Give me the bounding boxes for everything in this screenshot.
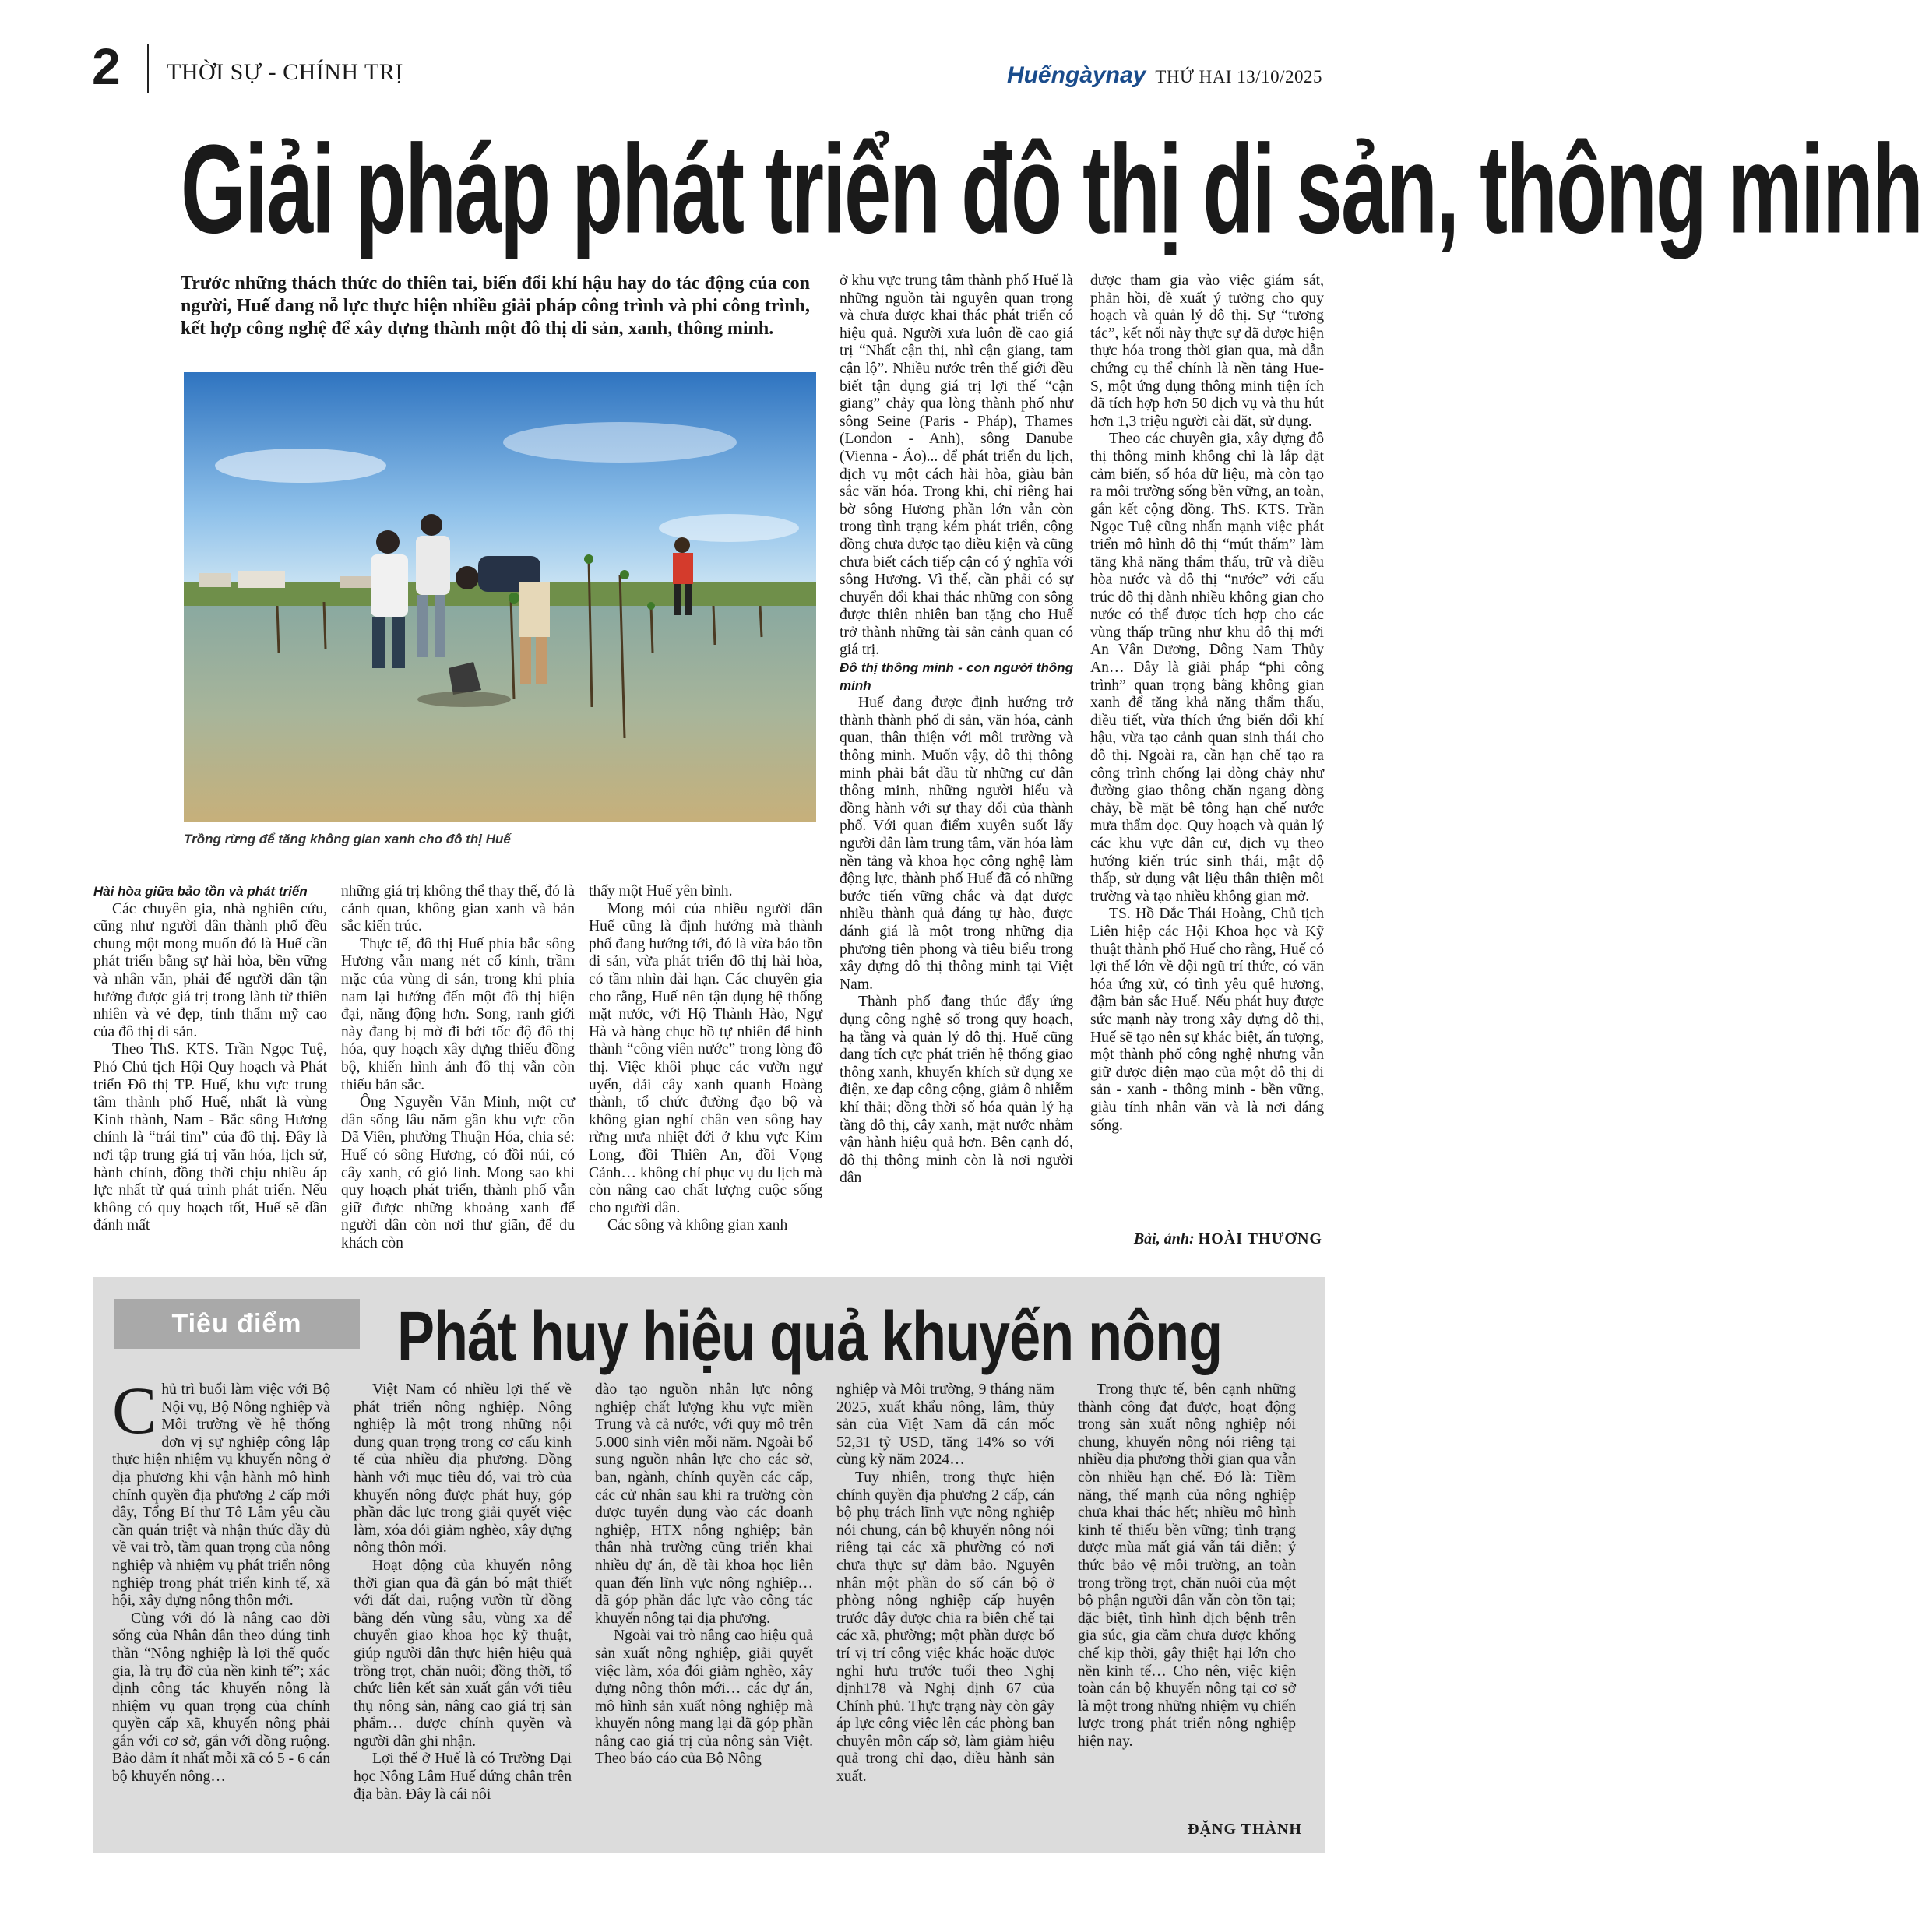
photo-caption: Trồng rừng để tăng không gian xanh cho đô thị Huế xyxy=(184,832,511,846)
article2-column-3 xyxy=(595,1381,813,1818)
article2-column-1 xyxy=(112,1373,330,1818)
issue-date: THỨ HAI 13/10/2025 xyxy=(1155,67,1322,86)
paragraph: Mong mỏi của nhiều người dân Huế cũng là định hướng mà thành phố đang hướng tới, đó là vừa bảo tồn di sản, vừa phát triển đô thị hài hòa, có tầm nhìn dài hạn. Các chuyên gia cho rằng, Huế nên tận dụng hệ thống mặt nước, với Hộ Thành Hào, Ngự Hà và hàng chục hồ tự nhiên để hình thành “công viên nước” trong lòng đô thị. Việc khôi phục các vườn ngự uyển, dải cây xanh quanh Hoàng thành, tổ chức đường đạo bộ và không gian nghỉ chân ven sông hay rừng mưa nhiệt đới ở khu vực Kim Long, đồi Thiên An, đồi Vọng Cảnh… không chỉ phục vụ du lịch mà còn nâng cao chất lượng cuộc sống cho người dân. xyxy=(589,900,822,1216)
paragraph: Theo các chuyên gia, xây dựng đô thị thông minh không chỉ là lắp đặt cảm biến, số hóa dữ liệu, mà còn tạo ra môi trường sống bền vững, an toàn, gắn kết cộng đồng. ThS. KTS. Trần Ngọc Tuệ cũng nhấn mạnh việc phát triển mô hình đô thị “mút thấm” làm tăng khả năng thẩm thấu, trữ và điều hòa nước và đô thị “nước” với cấu trúc đô thị dành nhiều không gian cho nước có thể được tích hợp cho các vùng thấp trũng như khu đô thị mới An Vân Dương, Đông Nam Thủy An… Đây là giải pháp “phi công trình” quan trọng bằng không gian xanh để tăng khả năng thẩm thấu, điều tiết, vừa thích ứng biến đổi khí hậu, vừa tạo cảnh quan sinh thái cho đô thị. Ngoài ra, cần hạn chế tạo ra công trình chống lại dòng chảy như đường giao thông chặn ngang dòng chảy, bề mặt bê tông hạn chế nước mưa thẩm dọc. Quy hoạch và quản lý các khu vực dân cư, dịch vụ theo hướng kiến trúc sinh thái, mật độ thấp, sử dụng vật liệu thân thiện môi trường và tạo nhiều không gian mở. xyxy=(1090,431,1324,905)
paragraph: Cùng với đó là nâng cao đời sống của Nhân dân theo đúng tinh thần “Nông nghiệp là lợi thế quốc gia, là trụ đỡ của nền kinh tế”; xác định công tác khuyến nông là nhiệm vụ quan trọng của chính quyền cấp xã, khuyến nông phải gắn với cơ sở, gắn với đồng ruộng. Bảo đảm ít nhất mỗi xã có 5 - 6 cán bộ khuyến nông… xyxy=(112,1610,330,1786)
article1-column-1 xyxy=(93,883,327,1272)
paragraph: được tham gia vào việc giám sát, phản hồi, đề xuất ý tưởng cho quy hoạch và quản lý đô thị. Sự “tương tác”, kết nối này thực sự đã được hiện thực hóa trong thời gian qua, mà dẫn chứng cụ thể chính là nền tảng Hue-S, một ứng dụng thông minh tiện ích đã tích hợp hơn 50 dịch vụ và thu hút hơn 1,3 triệu người cài đặt, sử dụng. xyxy=(1090,273,1324,430)
brand-logo: Huếngàynay xyxy=(1006,62,1146,88)
focus-headline: Phát huy hiệu quả khuyến nông xyxy=(397,1298,1223,1376)
article2-column-4 xyxy=(836,1381,1054,1818)
paragraph: Việt Nam có nhiều lợi thế về phát triển nông nghiệp. Nông nghiệp là một trong những nội dung quan trọng trong cơ cấu kinh tế của nhiều địa phương. Đồng hành với mục tiêu đó, vai trò của khuyến nông được phát huy, góp phần đắc lực trong giải quyết việc làm, xóa đói giảm nghèo, xây dựng nông thôn mới. xyxy=(354,1381,572,1557)
paragraph: Các sông và không gian xanh xyxy=(607,1217,788,1234)
paragraph: Hoạt động của khuyến nông thời gian qua đã gắn bó mật thiết với đất đai, ruộng vườn từ đồng bằng đến vùng sâu, vùng xa để chuyển giao khoa học kỹ thuật, giúp người dân thực hiện hiệu quả trồng trọt, chăn nuôi; đồng thời, tổ chức liên kết sản xuất gắn với tiêu thụ nông sản, nâng cao giá trị sản phẩm… được chính quyền và người dân ghi nhận. xyxy=(354,1557,572,1750)
paragraph: Trong thực tế, bên cạnh những thành công đạt được, hoạt động trong sản xuất nông nghiệp nói chung, khuyến nông nói riêng tại nhiều địa phương thời gian qua vẫn còn nhiều hạn chế. Đó là: Tiềm năng, thế mạnh của nông nghiệp chưa khai thác hết; nhiều mô hình kinh tế thiếu bền vững; tình trạng được mùa mất giá vẫn tái diễn; ý thức bảo vệ môi trường, an toàn trong trồng trọt, chăn nuôi của một bộ phận người dân vẫn còn tồn tại; đặc biệt, tình hình dịch bệnh trên gia súc, gia cầm chưa được khống chế kịp thời, gây thiệt hại lớn cho nền kinh tế… Cho nên, việc kiện toàn cán bộ khuyến nông tại cơ sở là một trong những nhiệm vụ chiến lược trong phát triển nông nghiệp hiện nay. xyxy=(1078,1381,1296,1750)
paragraph: Các chuyên gia, nhà nghiên cứu, cũng như người dân thành phố đều chung một mong muốn đó là Huế cần phát triển bằng sự hài hòa, bền vững và nhân văn, phải để người dân tận hưởng được giá trị trong lành từ thiên nhiên và vẻ đẹp, tính thẩm mỹ cao của đô thị di sản. xyxy=(93,900,327,1040)
byline-author: HOÀI THƯƠNG xyxy=(1198,1230,1322,1248)
article-lead: Trước những thách thức do thiên tai, biến đổi khí hậu hay do tác động của con người, Huế đang nỗ lực thực hiện nhiều giải pháp công trình và phi công trình, kết hợp công nghệ để xây dựng thành một đô thị di sản, xanh, thông minh. xyxy=(181,273,810,339)
article1-column-5 xyxy=(1090,273,1324,1226)
article2-byline: ĐẶNG THÀNH xyxy=(1188,1821,1302,1838)
paragraph-text: hủ trì buổi làm việc với Bộ Nội vụ, Bộ Nông nghiệp và Môi trường về hệ thống đơn vị sự nghiệp công lập thực hiện nhiệm vụ khuyến nông ở địa phương khi vận hành mô hình chính quyền địa phương 2 cấp mới đây, Tổng Bí thư Tô Lâm yêu cầu cần quán triệt và nhận thức đầy đủ về vai trò, tầm quan trọng của nông nghiệp và nhiệm vụ phát triển nông nghiệp trong phát triển kinh tế, xã hội, xây dựng nông thôn mới. xyxy=(112,1381,330,1610)
paragraph: Ngoài vai trò nâng cao hiệu quả sản xuất nông nghiệp, giải quyết việc làm, xóa đói giảm nghèo, xây dựng nông thôn mới… các dự án, mô hình sản xuất nông nghiệp mà khuyến nông mang lại đã góp phần nâng cao giá trị của nông sản Việt. Theo báo cáo của Bộ Nông xyxy=(595,1628,813,1768)
byline-prefix: Bài, ảnh: xyxy=(1133,1230,1195,1248)
focus-tag: Tiêu điểm xyxy=(114,1299,360,1349)
article1-column-2 xyxy=(341,883,575,1272)
paragraph: những giá trị không thể thay thế, đó là cảnh quan, không gian xanh và bản sắc kiến trúc. xyxy=(341,883,575,935)
section-title: THỜI SỰ - CHÍNH TRỊ xyxy=(167,59,403,85)
drop-cap: C xyxy=(112,1373,157,1448)
paragraph: ở khu vực trung tâm thành phố Huế là những nguồn tài nguyên quan trọng và chưa được khai thác phát triển có hiệu quả. Người xưa luôn đề cao giá trị “Nhất cận thị, nhì cận giang, tam cận lộ”. Nhiều nước trên thế giới đều biết tận dụng giá trị lợi thế “cận giang” chảy qua lòng thành phố như sông Seine (Paris - Pháp), Thames (London - Anh), sông Danube (Vienna - Áo)... để phát triển du lịch, dịch vụ một cách hài hòa, giàu bản sắc văn hóa. Trong khi, chỉ riêng hai bờ sông Hương phần lớn vẫn còn trong tình trạng kém phát triển, cộng đồng chưa được tạo điều kiện và cũng chưa biết cách tiếp cận có ý nghĩa với sông Hương. Vì thế, cần phải có sự chuyển đổi khai thác những con sông được thiên nhiên ban tặng cho Huế trở thành những tài sản cảnh quan có giá trị. xyxy=(840,273,1073,659)
masthead xyxy=(1007,62,1322,89)
page-number: 2 xyxy=(92,37,121,95)
article1-column-3 xyxy=(589,883,822,1272)
mangrove-planting-photo xyxy=(184,372,816,822)
paragraph: nghiệp và Môi trường, 9 tháng năm 2025, xuất khẩu nông, lâm, thủy sản của Việt Nam đã cán mốc 52,31 tỷ USD, tăng 14% so với cùng kỳ năm 2024… xyxy=(836,1381,1054,1469)
article1-column-4 xyxy=(840,273,1073,1272)
subhead-balance: Hài hòa giữa bảo tồn và phát triển xyxy=(93,884,308,899)
paragraph: Huế đang được định hướng trở thành thành phố di sản, văn hóa, cảnh quan, thân thiện với môi trường và thông minh. Muốn vậy, đô thị thông minh phải bắt đầu từ những cư dân thông minh, những người hiểu và đồng hành với sự thay đổi của thành phố. Với quan điểm xuyên suốt lấy người dân làm trung tâm, văn hóa làm nền tảng và khoa học công nghệ làm động lực, thành phố Huế đã có những bước tiến vững chắc và đạt được nhiều thành quả đáng tự hào, được đánh giá là một trong những địa phương tiên phong và tiêu biểu trong xây dựng đô thị thông minh tại Việt Nam. xyxy=(840,695,1073,993)
paragraph: đào tạo nguồn nhân lực nông nghiệp chất lượng khu vực miền Trung và cả nước, với quy mô trên 5.000 sinh viên mỗi năm. Ngoài bổ sung nguồn nhân lực cho các sở, ban, ngành, chính quyền các cấp, các cử nhân sau khi ra trường còn được tuyển dụng vào các doanh nghiệp, HTX nông nghiệp; bản thân nhà trường cũng triển khai nhiều dự án, đề tài khoa học liên quan đến lĩnh vực nông nghiệp… đã góp phần đắc lực vào công tác khuyến nông tại địa phương. xyxy=(595,1381,813,1627)
paragraph: Ông Nguyễn Văn Minh, một cư dân sống lâu năm gần khu vực cồn Dã Viên, phường Thuận Hóa, chia sẻ: Huế có sông Hương, có đồi núi, có cây xanh, có giỏ linh. Mong sao khi quy hoạch phát triển, thành phố vẫn giữ được những khoảng xanh để người dân còn nơi thư giãn, để du khách còn xyxy=(341,1094,575,1251)
header-divider xyxy=(147,44,149,93)
subhead-smart-city: Đô thị thông minh - con người thông minh xyxy=(840,660,1073,693)
article1-byline xyxy=(1134,1230,1322,1248)
paragraph: thấy một Huế yên bình. xyxy=(589,883,733,899)
paragraph: Tuy nhiên, trong thực hiện chính quyền địa phương 2 cấp, cán bộ phụ trách lĩnh vực nông nghiệp nói chung, cán bộ khuyến nông nói riêng tại các xã phường có nơi chưa thực sự đảm bảo. Nguyên nhân một phần do số cán bộ ở phòng nông nghiệp cấp huyện trước đây được chia ra biên chế tại các xã, phường; một phần được bố trí vị trí công việc khác hoặc được nghỉ hưu trước tuổi theo Nghị định178 và Nghị định 67 của Chính phủ. Thực trạng này còn gây áp lực công việc lên các phòng ban chuyên môn cấp sở, làm giảm hiệu quả trong chỉ đạo, điều hành sản xuất. xyxy=(836,1469,1054,1786)
article-photo xyxy=(184,372,816,822)
article2-column-2 xyxy=(354,1381,572,1818)
paragraph: Thực tế, đô thị Huế phía bắc sông Hương vẫn mang nét cổ kính, trầm mặc của vùng di sản, trong khi phía nam lại hướng đến một đô thị hiện đại, năng động hơn. Song, ranh giới này đang bị mờ đi bởi tốc độ đô thị hóa, quy hoạch xây dựng thiếu đồng bộ, khiến hình ảnh đô thị vẫn còn thiếu bản sắc. xyxy=(341,935,575,1093)
paragraph xyxy=(112,1373,330,1610)
paragraph: Theo ThS. KTS. Trần Ngọc Tuệ, Phó Chủ tịch Hội Quy hoạch và Phát triển Đô thị TP. Huế, khu vực trung tâm thành phố Huế, nhất là vùng Kinh thành, Nam - Bắc sông Hương chính là “trái tim” của đô thị. Đây là nơi tập trung giá trị văn hóa, lịch sử, hành chính, đồng thời chịu nhiều áp lực nhất từ quá trình phát triển. Nếu không có quy hoạch tốt, Huế sẽ dần đánh mất xyxy=(93,1041,327,1234)
paragraph: Lợi thế ở Huế là có Trường Đại học Nông Lâm Huế đứng chân trên địa bàn. Đây là cái nôi xyxy=(354,1751,572,1803)
paragraph: Thành phố đang thúc đẩy ứng dụng công nghệ số trong quy hoạch, hạ tầng và quản lý đô thị. Huế cũng đang tích cực phát triển hệ thống giao thông xanh, khuyến khích sử dụng xe điện, xe đạp công cộng, giảm ô nhiễm khí thải; đồng thời số hóa quản lý hạ tầng đô thị, cây xanh, mặt nước nhằm vận hành hiệu quả hơn. Bên cạnh đó, đô thị thông minh còn là nơi người dân xyxy=(840,994,1073,1187)
paragraph: TS. Hồ Đắc Thái Hoàng, Chủ tịch Liên hiệp các Hội Khoa học và Kỹ thuật thành phố Huế cho rằng, Huế có lợi thế lớn về đội ngũ trí thức, có văn hóa ứng xử, có tình yêu quê hương, đậm bản sắc Huế. Nếu phát huy được sức mạnh này trong xây dựng đô thị, Huế sẽ tạo nên sự khác biệt, ấn tượng, một thành phố công nghệ nhưng vẫn giữ được diện mạo của một đô thị di sản - xanh - thông minh - bền vững, giàu tính nhân văn và là nơi đáng sống. xyxy=(1090,906,1324,1134)
article-headline: Giải pháp phát triển đô thị di sản, thông minh xyxy=(181,118,1922,259)
article2-column-5 xyxy=(1078,1381,1296,1818)
